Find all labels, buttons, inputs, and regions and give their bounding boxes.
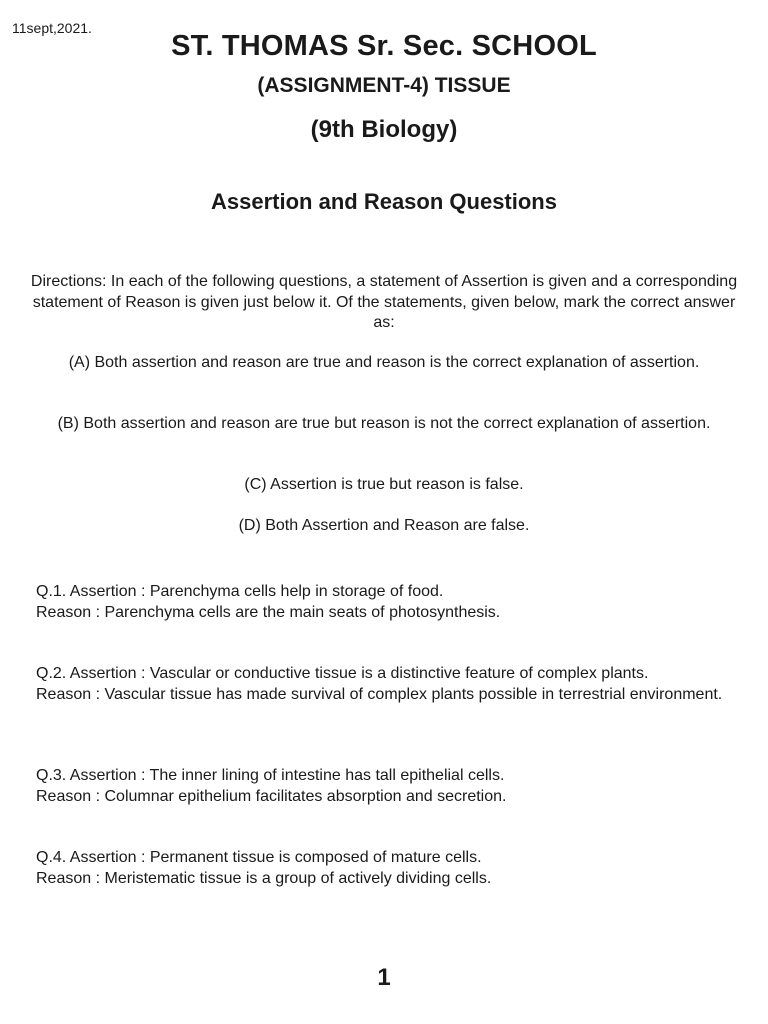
question-assertion: Q.2. Assertion : Vascular or conductive tissue is a distinctive feature of complex plants. <box>36 665 649 682</box>
option-c: (C) Assertion is true but reason is false. <box>244 476 524 493</box>
question-3 <box>36 766 744 807</box>
question-1 <box>36 582 744 623</box>
directions-text: Directions: In each of the following questions, a statement of Assertion is given and a corresponding statement of Reason is given just below it. Of the statements, given below, mark the correct answer as: <box>30 273 738 331</box>
school-name: ST. THOMAS Sr. Sec. SCHOOL <box>171 30 597 62</box>
subject-title: (9th Biology) <box>310 116 458 143</box>
section-title: Assertion and Reason Questions <box>211 189 557 214</box>
page-number: 1 <box>377 964 391 991</box>
question-assertion: Q.3. Assertion : The inner lining of intestine has tall epithelial cells. <box>36 767 505 784</box>
question-reason: Reason : Vascular tissue has made survival of complex plants possible in terrestrial environment. <box>36 685 723 703</box>
option-b: (B) Both assertion and reason are true but reason is not the correct explanation of assertion. <box>57 415 711 432</box>
document-date: 11sept,2021. <box>12 20 92 36</box>
question-reason: Reason : Columnar epithelium facilitates absorption and secretion. <box>36 787 507 805</box>
option-a: (A) Both assertion and reason are true and reason is the correct explanation of assertion. <box>68 354 700 371</box>
assignment-title: (ASSIGNMENT-4) TISSUE <box>257 74 511 97</box>
question-reason: Reason : Parenchyma cells are the main seats of photosynthesis. <box>36 603 501 621</box>
question-2 <box>36 664 744 705</box>
question-assertion: Q.1. Assertion : Parenchyma cells help in storage of food. <box>36 583 444 600</box>
question-assertion: Q.4. Assertion : Permanent tissue is composed of mature cells. <box>36 849 482 866</box>
question-reason: Reason : Meristematic tissue is a group of actively dividing cells. <box>36 869 492 887</box>
question-4 <box>36 848 744 889</box>
option-d: (D) Both Assertion and Reason are false. <box>238 517 530 534</box>
